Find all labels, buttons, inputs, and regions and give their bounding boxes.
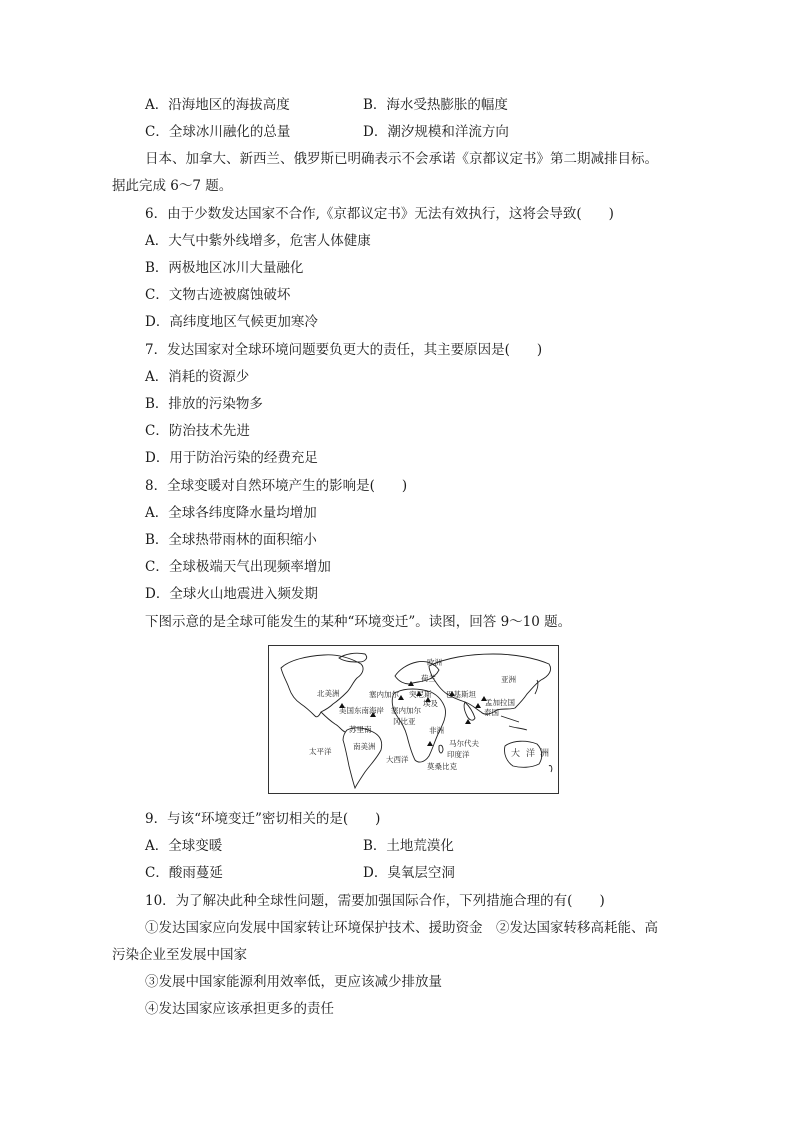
q10-item-4: ④发达国家应该承担更多的责任	[145, 1001, 334, 1017]
q9-option-d: D．臭氧层空洞	[363, 865, 455, 881]
q9-option-b: B．土地荒漠化	[363, 838, 454, 854]
southeast-asia-shape	[501, 716, 527, 730]
q7-option-a: A．消耗的资源少	[145, 369, 250, 385]
map-label-south-america: 南美洲	[353, 742, 376, 751]
map-label-africa: 非洲	[429, 726, 444, 735]
new-zealand-shape	[549, 765, 552, 772]
map-label-atlantic: 大西洋	[386, 755, 409, 764]
map-label-asia: 亚洲	[501, 675, 516, 684]
marker-mozambique	[427, 741, 433, 746]
q8-option-b: B．全球热带雨林的面积缩小	[145, 532, 317, 548]
intro-9-10: 下图示意的是全球可能发生的某种“环境变迁”。读图，回答 9～10 题。	[145, 614, 572, 630]
q8-stem: 8．全球变暖对自然环境产生的影响是( )	[145, 478, 408, 494]
map-label-pacific: 太平洋	[309, 747, 332, 756]
greenland-shape	[339, 653, 367, 662]
q5-option-a: A．沿海地区的海拔高度	[145, 97, 290, 113]
q9-option-c: C．酸雨蔓延	[145, 865, 223, 881]
map-label-mozambique: 莫桑比克	[427, 762, 457, 771]
q6-option-d: D．高纬度地区气候更加寒冷	[145, 314, 318, 330]
q8-option-d: D．全球火山地震进入频发期	[145, 586, 318, 602]
marker-netherlands	[408, 681, 414, 686]
map-label-nigeria: 冈比亚	[393, 717, 416, 726]
intro-6-7-line2: 据此完成 6～7 题。	[112, 178, 233, 194]
map-label-oceania-3: 洲	[540, 749, 550, 759]
q10-stem: 10．为了解决此种全球性问题，需要加强国际合作，下列措施合理的有( )	[145, 893, 605, 909]
q8-option-c: C．全球极端天气出现频率增加	[145, 559, 331, 575]
map-label-gambia: 塞内加尔	[391, 706, 421, 715]
map-label-europe: 欧洲	[427, 658, 442, 667]
q6-option-b: B．两极地区冰川大量融化	[145, 260, 304, 276]
q5-option-b: B．海水受热膨胀的幅度	[363, 97, 508, 113]
q9-stem: 9．与该“环境变迁”密切相关的是( )	[145, 811, 381, 827]
q10-item-3: ③发展中国家能源利用效率低，更应该减少排放量	[145, 974, 442, 990]
map-label-indian-ocean: 印度洋	[447, 750, 470, 759]
map-label-bangladesh: 孟加拉国	[485, 698, 515, 707]
q9-option-a: A．全球变暖	[145, 838, 223, 854]
world-map-figure	[268, 645, 559, 794]
map-label-us-southeast: 美国东南海岸	[339, 706, 384, 715]
map-label-egypt: 埃及	[423, 699, 438, 708]
q10-item-1-2-line1: ①发达国家应向发展中国家转让环境保护技术、援助资金 ②发达国家转移高耗能、高	[145, 920, 658, 936]
india-shape	[464, 702, 475, 720]
map-label-oceania-1: 大	[511, 749, 521, 759]
central-america-shape	[321, 712, 345, 732]
marker-thailand	[475, 703, 481, 708]
map-label-tunisia: 突尼斯	[409, 690, 432, 699]
q8-option-a: A．全球各纬度降水量均增加	[145, 505, 317, 521]
map-label-maldives: 马尔代夫	[449, 739, 479, 748]
madagascar-shape	[439, 745, 443, 753]
q10-item-1-2-line2: 污染企业至发展中国家	[112, 947, 247, 963]
q7-option-c: C．防治技术先进	[145, 423, 250, 439]
intro-6-7-line1: 日本、加拿大、新西兰、俄罗斯已明确表示不会承诺《京都议定书》第二期减排目标。	[145, 151, 658, 167]
map-label-oceania-2: 洋	[526, 749, 536, 759]
map-label-netherlands: 荷兰	[421, 674, 436, 683]
q7-option-d: D．用于防治污染的经费充足	[145, 450, 318, 466]
q7-stem: 7．发达国家对全球环境问题要负更大的责任，其主要原因是( )	[145, 342, 543, 358]
south-america-shape	[343, 728, 382, 788]
q5-option-c: C．全球冰川融化的总量	[145, 124, 291, 140]
q7-option-b: B．排放的污染物多	[145, 396, 263, 412]
q6-option-c: C．文物古迹被腐蚀破坏	[145, 287, 291, 303]
japan-shape	[535, 680, 538, 694]
q5-option-d: D．潮汐规模和洋流方向	[363, 124, 509, 140]
map-label-thailand: 泰国	[484, 708, 499, 717]
q6-option-a: A．大气中紫外线增多，危害人体健康	[145, 233, 371, 249]
map-label-pakistan: 巴基斯坦	[446, 690, 476, 699]
q6-stem: 6．由于少数发达国家不合作,《京都议定书》无法有效执行，这将会导致( )	[145, 206, 614, 222]
map-label-suriname: 苏里南	[349, 725, 372, 734]
map-label-north-america: 北美洲	[317, 689, 340, 698]
map-label-senegal: 塞内加尔	[369, 690, 399, 699]
